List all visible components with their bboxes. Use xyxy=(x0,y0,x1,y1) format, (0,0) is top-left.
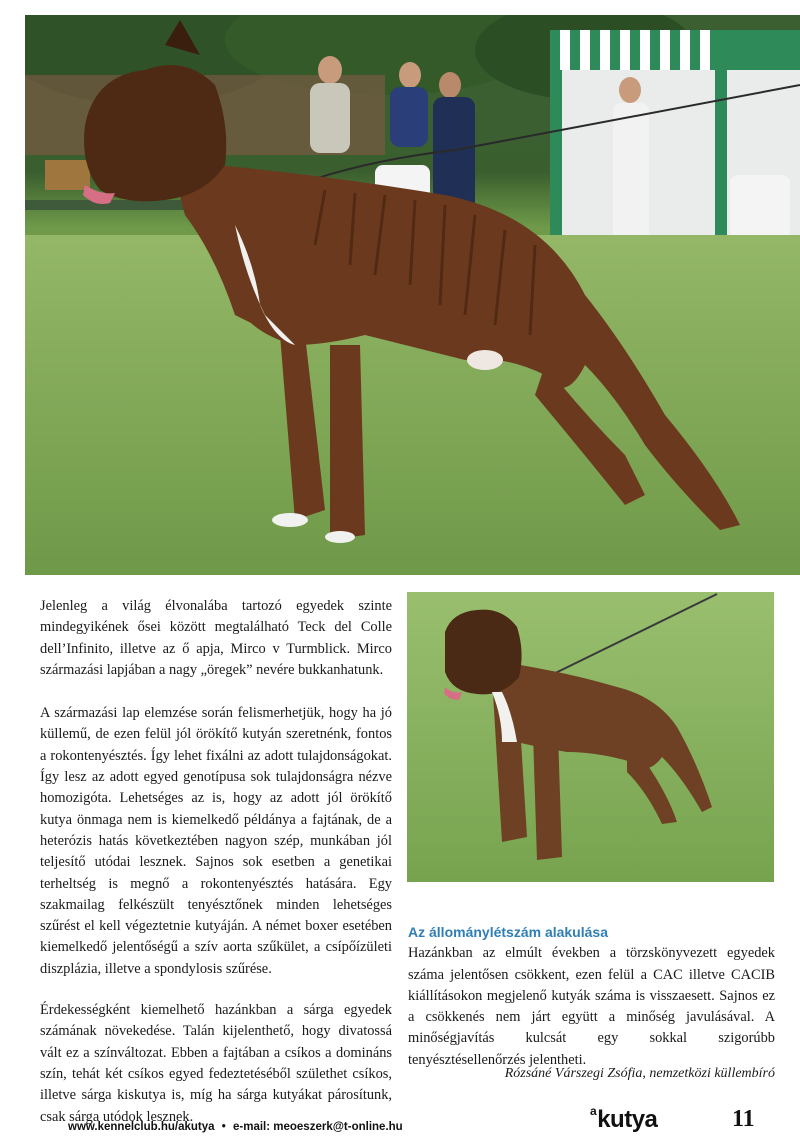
article-left-column xyxy=(40,596,392,1148)
logo-name: kutya xyxy=(597,1106,658,1133)
magazine-logo xyxy=(590,1104,657,1134)
footer-links xyxy=(68,1121,407,1133)
paragraph-3: Érdekességként kiemelhető hazánkban a sárga egyedek számának növekedése. Talán kijelenthető, hogy divatossá vált ez a színváltozat. Ebben a fajtában a csíkos a domináns szín, tehát két csíkos egyed fedeztetéséből születhet csíkos, illetve sárga kiskutya is, míg ha sárga kutyákat párosítunk, csak sárga utódok lesznek. xyxy=(40,1002,392,1125)
page-number: 11 xyxy=(732,1106,755,1132)
paragraph-1: Jelenleg a világ élvonalába tartozó egyedek szinte mindegyikének ősei között megtalálható Teck del Colle dell’Infinito, illetve az ő apja, Mirco v Turmblick. Mirco származási lapjában a nagy „öregek” nevére bukkanhatunk. xyxy=(40,598,392,678)
logo-prefix: a xyxy=(590,1104,597,1118)
subheading: Az állománylétszám alakulása xyxy=(408,924,608,940)
subsection-paragraph: Hazánkban az elmúlt években a törzskönyvezett egyedek száma jelentősen csökkent, ezen felül a CAC illetve CACIB kiállításokon megjelenő kutyák száma is visszaesett. Sajnos ez a csökkenés nem járt együtt a minőség javulásával. A minőségjavítás kulcsát egy sokkal szigorúbb tenyésztésellenőrzés jelentheti. xyxy=(408,945,775,1068)
young-boxer-photo xyxy=(407,592,774,882)
page-footer xyxy=(0,1104,800,1136)
email-link[interactable]: e-mail: meoeszerk@t-online.hu xyxy=(233,1121,403,1133)
author-signature: Rózsáné Várszegi Zsófia, nemzetközi küllembíró xyxy=(504,1066,775,1081)
article-right-column xyxy=(408,922,775,1071)
paragraph-2: A származási lap elemzése során felismerhetjük, hogy ha jó küllemű, de ezen felül jól örökítő kutyán szeretnénk, fontos a rokontenyésztés. Így lehet fixálni az adott tulajdonságokat. Így lesz az adott egyed genotípusa sok tulajdonságra nézve homozigóta. Lehetséges az is, hogy az adott jól örökítő kutya önmaga nem is kiemelkedő példánya a fajtának, de a heterózis hatás következtében nagyon szép, munkában jól teljesítő utódai lesznek. Sajnos sok esetben a genetikai terheltség is megnő a rokontenyésztés hatására. Egy szakmailag felkészült tenyésztőnek minden lehetséges szűrést el kell végeztetnie kutyáján. A német boxer esetében kiemelkedő jelentőségű a szív aorta szűkület, a csípőízületi diszplázia, illetve a spondylosis szűrése. xyxy=(40,705,392,977)
boxer-show-photo xyxy=(25,15,800,575)
website-link[interactable]: www.kennelclub.hu/akutya xyxy=(68,1121,215,1133)
footer-separator: • xyxy=(221,1121,226,1133)
